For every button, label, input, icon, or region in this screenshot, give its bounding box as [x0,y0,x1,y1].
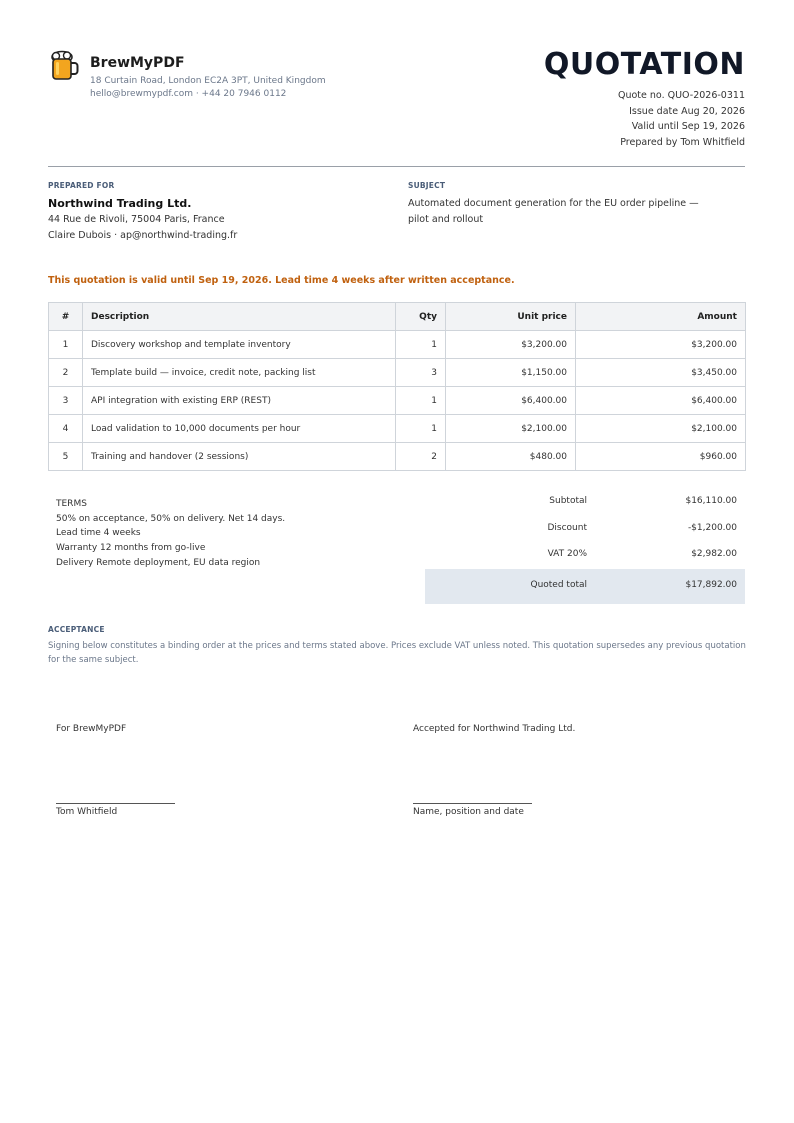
table-row [49,359,746,387]
vat-label: VAT 20% [547,549,587,559]
cell-description: Discovery workshop and template inventory [83,331,396,359]
column-header-description: Description [83,303,396,331]
terms-line: 50% on acceptance, 50% on delivery. Net 14 days. [56,513,286,524]
subject-section [408,181,708,228]
terms-label: TERMS [56,499,87,509]
cell-qty: 1 [396,387,446,415]
totals-section [425,488,745,604]
column-header-qty: Qty [396,303,446,331]
document-page [48,48,745,166]
cell-unit-price: $480.00 [446,443,576,471]
acceptance-section [48,625,748,667]
vat-row [425,541,745,568]
company-contact: hello@brewmypdf.com · +44 20 7946 0112 [90,89,287,99]
cell-unit-price: $2,100.00 [446,415,576,443]
issue-date: Issue date Aug 20, 2026 [629,105,745,117]
table-row [49,387,746,415]
cell-number: 3 [49,387,83,415]
signature-name: Tom Whitfield [56,807,118,817]
table-row [49,331,746,359]
cell-unit-price: $1,150.00 [446,359,576,387]
vat-value: $2,982.00 [691,549,737,559]
valid-until: Valid until Sep 19, 2026 [631,121,745,132]
cell-amount: $3,450.00 [576,359,746,387]
column-header-unit-price: Unit price [446,303,576,331]
cell-qty: 1 [396,331,446,359]
cell-qty: 1 [396,415,446,443]
acceptance-label: ACCEPTANCE [48,625,105,634]
terms-line: Delivery Remote deployment, EU data region [56,557,261,568]
signature-line [413,803,532,804]
subtotal-label: Subtotal [549,496,587,506]
cell-amount: $960.00 [576,443,746,471]
quote-number: Quote no. QUO-2026-0311 [618,90,745,101]
cell-number: 4 [49,415,83,443]
prepared-by: Prepared by Tom Whitfield [620,136,745,148]
total-value: $17,892.00 [685,579,737,590]
column-header-amount: Amount [576,303,746,331]
header-divider [48,166,745,167]
signature-block-client [413,724,713,817]
table-row [49,443,746,471]
subject-label: SUBJECT [408,181,446,190]
terms-line: Warranty 12 months from go-live [56,543,206,554]
client-address: 44 Rue de Rivoli, 75004 Paris, France [48,214,225,225]
cell-description: Load validation to 10,000 documents per hour [83,415,396,443]
cell-qty: 3 [396,359,446,387]
subtotal-value: $16,110.00 [685,496,737,506]
cell-description: Template build — invoice, credit note, packing list [83,359,396,387]
terms-section [56,497,285,571]
cell-number: 1 [49,331,83,359]
line-items-table [48,302,746,471]
cell-number: 2 [49,359,83,387]
client-name: Northwind Trading Ltd. [48,197,192,210]
cell-unit-price: $6,400.00 [446,387,576,415]
quote-meta-block [544,48,745,150]
subtotal-row [425,488,745,515]
table-header-row [49,303,746,331]
cell-unit-price: $3,200.00 [446,331,576,359]
discount-label: Discount [547,522,587,533]
discount-value: -$1,200.00 [687,522,737,533]
company-name: BrewMyPDF [90,55,185,71]
cell-description: Training and handover (2 sessions) [83,443,396,471]
prepared-for-label: PREPARED FOR [48,181,115,190]
subject-text: Automated document generation for the EU order pipeline — pilot and rollout [408,198,699,225]
client-contact: Claire Dubois · ap@northwind-trading.fr [48,230,238,241]
document-header [48,48,745,166]
cell-amount: $6,400.00 [576,387,746,415]
signature-line [56,803,175,804]
company-address: 18 Curtain Road, London EC2A 3PT, United Kingdom [90,76,326,86]
total-label: Quoted total [530,579,587,590]
cell-number: 5 [49,443,83,471]
signature-title: For BrewMyPDF [56,724,127,734]
acceptance-text: Signing below constitutes a binding order at the prices and terms stated above. Prices exclude VAT unless noted. This quotation supersedes any previous quotation for the same subject. [48,641,746,665]
discount-row [425,515,745,542]
company-info [90,54,326,101]
terms-line: Lead time 4 weeks [56,528,141,539]
prepared-for-section [48,181,378,244]
validity-note: This quotation is valid until Sep 19, 2026. Lead time 4 weeks after written acceptance. [48,275,515,286]
document-title: QUOTATION [543,47,745,82]
cell-amount: $3,200.00 [576,331,746,359]
beer-mug-icon [50,50,80,82]
cell-qty: 2 [396,443,446,471]
cell-description: API integration with existing ERP (REST) [83,387,396,415]
total-row [425,569,745,604]
column-header-number: # [49,303,83,331]
signature-name: Name, position and date [413,807,524,817]
cell-amount: $2,100.00 [576,415,746,443]
table-row [49,415,746,443]
signature-title: Accepted for Northwind Trading Ltd. [413,724,576,734]
signature-block-company [56,724,356,817]
